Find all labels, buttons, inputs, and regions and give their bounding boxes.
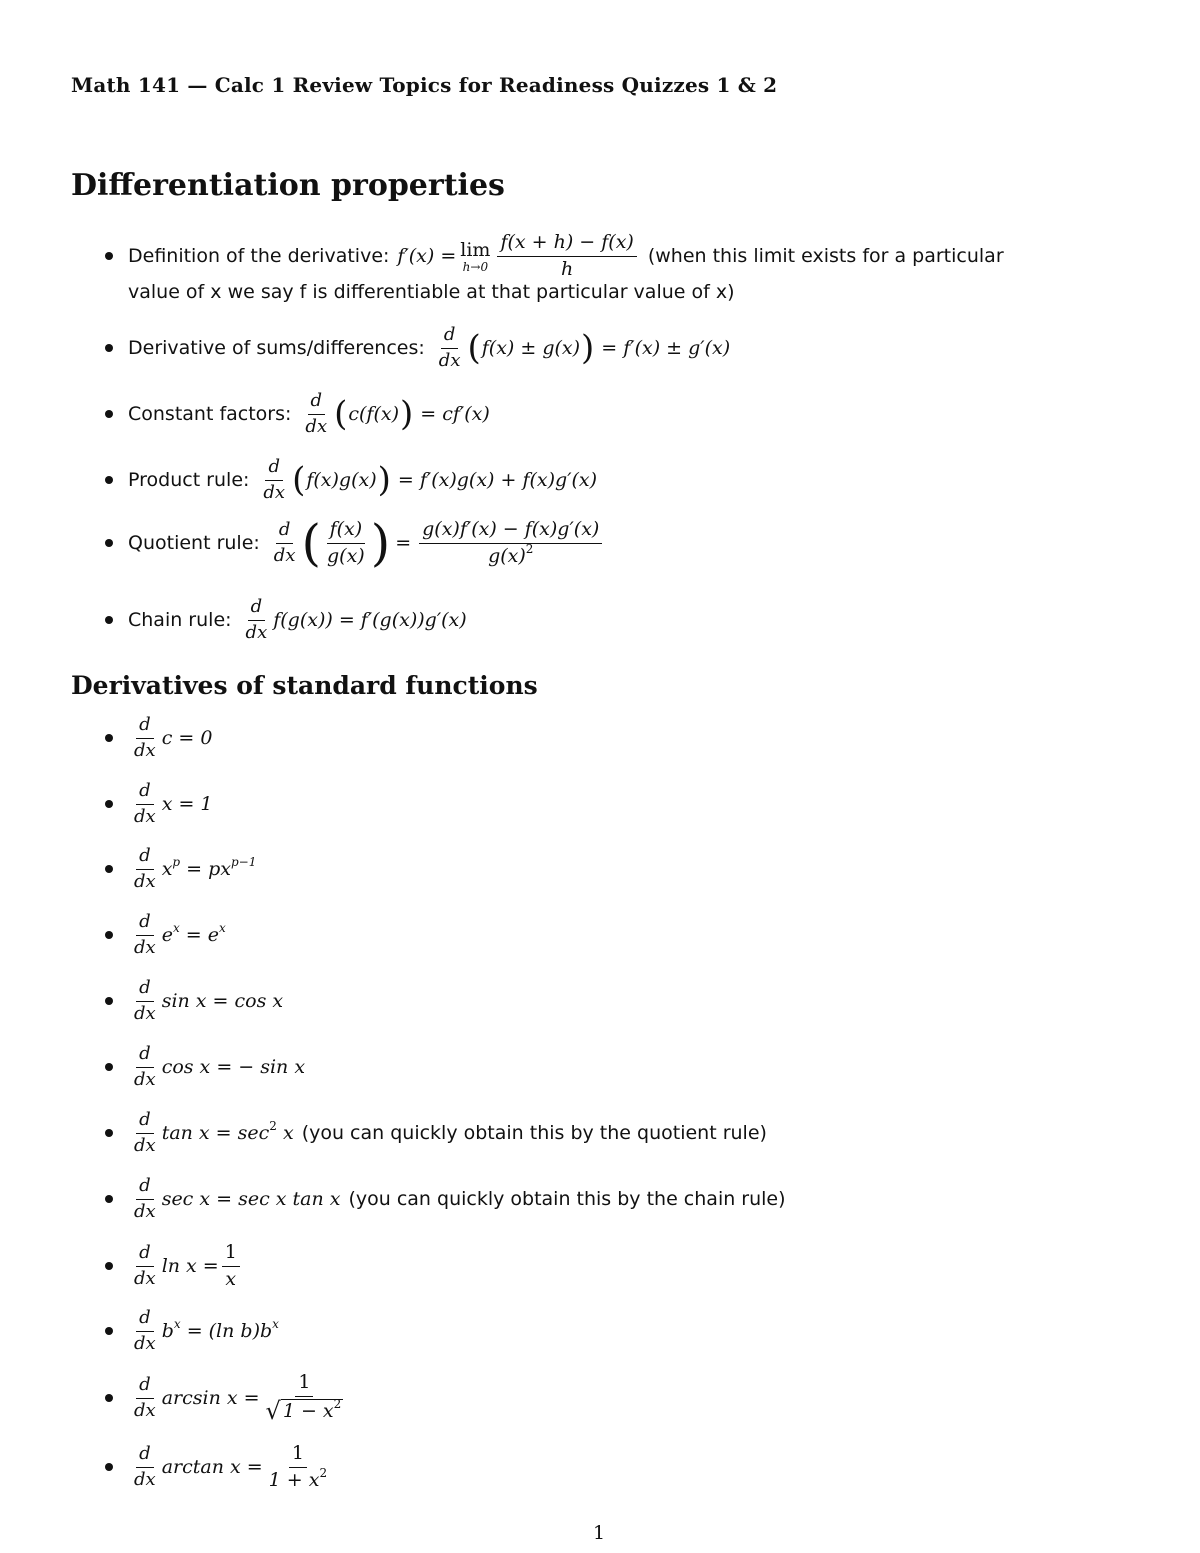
- derivative-operator: $\frac{d}{dx}$: [305, 390, 328, 437]
- list-item-exponential: [105, 912, 226, 958]
- item-note: (when this limit exists for a particular: [647, 245, 1004, 268]
- derivative-operator: $\frac{d}{dx}$: [134, 977, 156, 1024]
- math-expression: $x^p = px^{p-1}$: [161, 855, 257, 881]
- derivative-operator: $\frac{d}{dx}$: [134, 714, 156, 761]
- derivative-operator: $\frac{d}{dx}$: [134, 845, 156, 892]
- bullet-icon: [105, 539, 113, 547]
- list-item-continuation: value of x we say f is differentiable at that particular value of x): [128, 281, 735, 303]
- item-label: Derivative of sums/differences:: [128, 337, 425, 360]
- list-item-quotient-rule: Quotient rule: $\frac{d}{dx}$ ( $\frac{f(x)}{g(x)}$ ) = $\frac{g(x)f'(x) - f(x)g'(x)}{g(x)^2}$: [105, 518, 605, 568]
- item-label: Constant factors:: [128, 403, 292, 426]
- bullet-icon: [105, 1129, 113, 1137]
- bullet-icon: [105, 800, 113, 808]
- math-expression: f′(x) =: [397, 245, 457, 268]
- math-expression: arctan x =: [161, 1456, 263, 1479]
- item-note: (you can quickly obtain this by the quotient rule): [301, 1122, 767, 1145]
- math-expression: f(x) ± g(x): [481, 337, 581, 360]
- math-expression: = f′(x) ± g′(x): [601, 337, 731, 360]
- bullet-icon: [105, 1262, 113, 1270]
- derivative-operator: $\frac{d}{dx}$: [134, 1443, 156, 1490]
- math-expression: cos x = − sin x: [161, 1056, 306, 1079]
- section-title-standard-functions: Derivatives of standard functions: [71, 671, 538, 700]
- math-expression: x = 1: [161, 793, 213, 816]
- derivative-operator: $\frac{d}{dx}$: [245, 596, 268, 643]
- fraction: 1 √ $1 - x^2$: [265, 1371, 342, 1425]
- math-expression: = cf′(x): [420, 403, 490, 426]
- item-label: Quotient rule:: [128, 532, 260, 554]
- bullet-icon: [105, 1463, 113, 1471]
- bullet-icon: [105, 734, 113, 742]
- limit-operator: lim h→0: [460, 238, 491, 274]
- item-label: Definition of the derivative:: [128, 245, 390, 268]
- bullet-icon: [105, 616, 113, 624]
- math-expression: = f′(x)g(x) + f(x)g′(x): [397, 469, 598, 492]
- derivative-operator: $\frac{d}{dx}$: [134, 1109, 156, 1156]
- list-item-identity: [105, 781, 213, 827]
- derivative-operator: $\frac{d}{dx}$: [134, 1242, 156, 1289]
- derivative-operator: $\frac{d}{dx}$: [438, 324, 461, 371]
- math-expression: arcsin x =: [161, 1387, 260, 1410]
- list-item-arctan: [105, 1443, 333, 1492]
- page-number: 1: [593, 1522, 606, 1544]
- list-item-sums: Derivative of sums/differences: $\frac{d}{dx}$ ( f(x) ± g(x) ) = f′(x) ± g′(x): [105, 325, 730, 371]
- derivative-operator: $\frac{d}{dx}$: [134, 1175, 156, 1222]
- math-expression: f(g(x)) = f′(g(x))g′(x): [273, 609, 467, 632]
- bullet-icon: [105, 476, 113, 484]
- math-expression: sin x = cos x: [161, 990, 284, 1013]
- list-item-sin: [105, 978, 283, 1024]
- item-label: Chain rule:: [128, 609, 232, 632]
- bullet-icon: [105, 410, 113, 418]
- derivative-operator: $\frac{d}{dx}$: [134, 780, 156, 827]
- derivative-operator: $\frac{d}{dx}$: [134, 1374, 156, 1421]
- item-note: (you can quickly obtain this by the chain rule): [348, 1188, 786, 1211]
- derivative-operator: $\frac{d}{dx}$: [273, 518, 296, 566]
- list-item-general-exponential: [105, 1308, 279, 1354]
- item-label: Product rule:: [128, 469, 250, 492]
- math-expression: $b^x = (\ln$ $b)b^x$: [161, 1317, 279, 1343]
- math-expression: c = 0: [161, 727, 213, 750]
- list-item-cos: [105, 1044, 305, 1090]
- derivative-operator: $\frac{d}{dx}$: [134, 911, 156, 958]
- bullet-icon: [105, 252, 113, 260]
- bullet-icon: [105, 865, 113, 873]
- section-title-differentiation-properties: Differentiation properties: [71, 168, 505, 203]
- derivative-operator: $\frac{d}{dx}$: [263, 456, 286, 503]
- fraction: $\frac{1}{x}$: [222, 1242, 240, 1291]
- fraction: $\frac{g(x)f'(x) - f(x)g'(x)}{g(x)^2}$: [419, 519, 602, 568]
- math-expression: f(x)g(x): [306, 469, 377, 492]
- bullet-icon: [105, 931, 113, 939]
- math-expression: sec x = sec x tan x: [161, 1188, 341, 1211]
- list-item-power: [105, 846, 256, 892]
- fraction: $\frac{f(x)}{g(x)}$: [327, 517, 365, 567]
- fraction: $\frac{1}{1 + x^2}$: [268, 1442, 328, 1491]
- math-expression: $\tan x = \sec^2 x$: [161, 1119, 294, 1145]
- square-root: √ $1 - x^2$: [265, 1396, 342, 1425]
- list-item-sec: [105, 1176, 786, 1222]
- derivative-operator: $\frac{d}{dx}$: [134, 1307, 156, 1354]
- fraction: $\frac{f(x + h) - f(x)}{h}$: [497, 232, 636, 281]
- math-expression: ln x =: [161, 1255, 219, 1278]
- list-item-constant: [105, 715, 212, 761]
- list-item-ln: [105, 1242, 243, 1291]
- bullet-icon: [105, 1327, 113, 1335]
- bullet-icon: [105, 1195, 113, 1203]
- bullet-icon: [105, 1394, 113, 1402]
- list-item-arcsin: [105, 1372, 349, 1425]
- list-item-tan: [105, 1110, 767, 1156]
- list-item-product-rule: Product rule: $\frac{d}{dx}$ ( f(x)g(x) ) = f′(x)g(x) + f(x)g′(x): [105, 457, 597, 503]
- math-expression: c(f(x): [348, 403, 400, 426]
- math-expression: $e^x = e^x$: [161, 921, 226, 947]
- bullet-icon: [105, 997, 113, 1005]
- page-header: Math 141 — Calc 1 Review Topics for Readiness Quizzes 1 & 2: [71, 73, 778, 97]
- list-item-constant-factors: Constant factors: $\frac{d}{dx}$ ( c(f(x) ) = cf′(x): [105, 391, 490, 437]
- derivative-operator: $\frac{d}{dx}$: [134, 1043, 156, 1090]
- list-item-definition: [105, 232, 1004, 281]
- bullet-icon: [105, 344, 113, 352]
- list-item-chain-rule: [105, 597, 467, 643]
- bullet-icon: [105, 1063, 113, 1071]
